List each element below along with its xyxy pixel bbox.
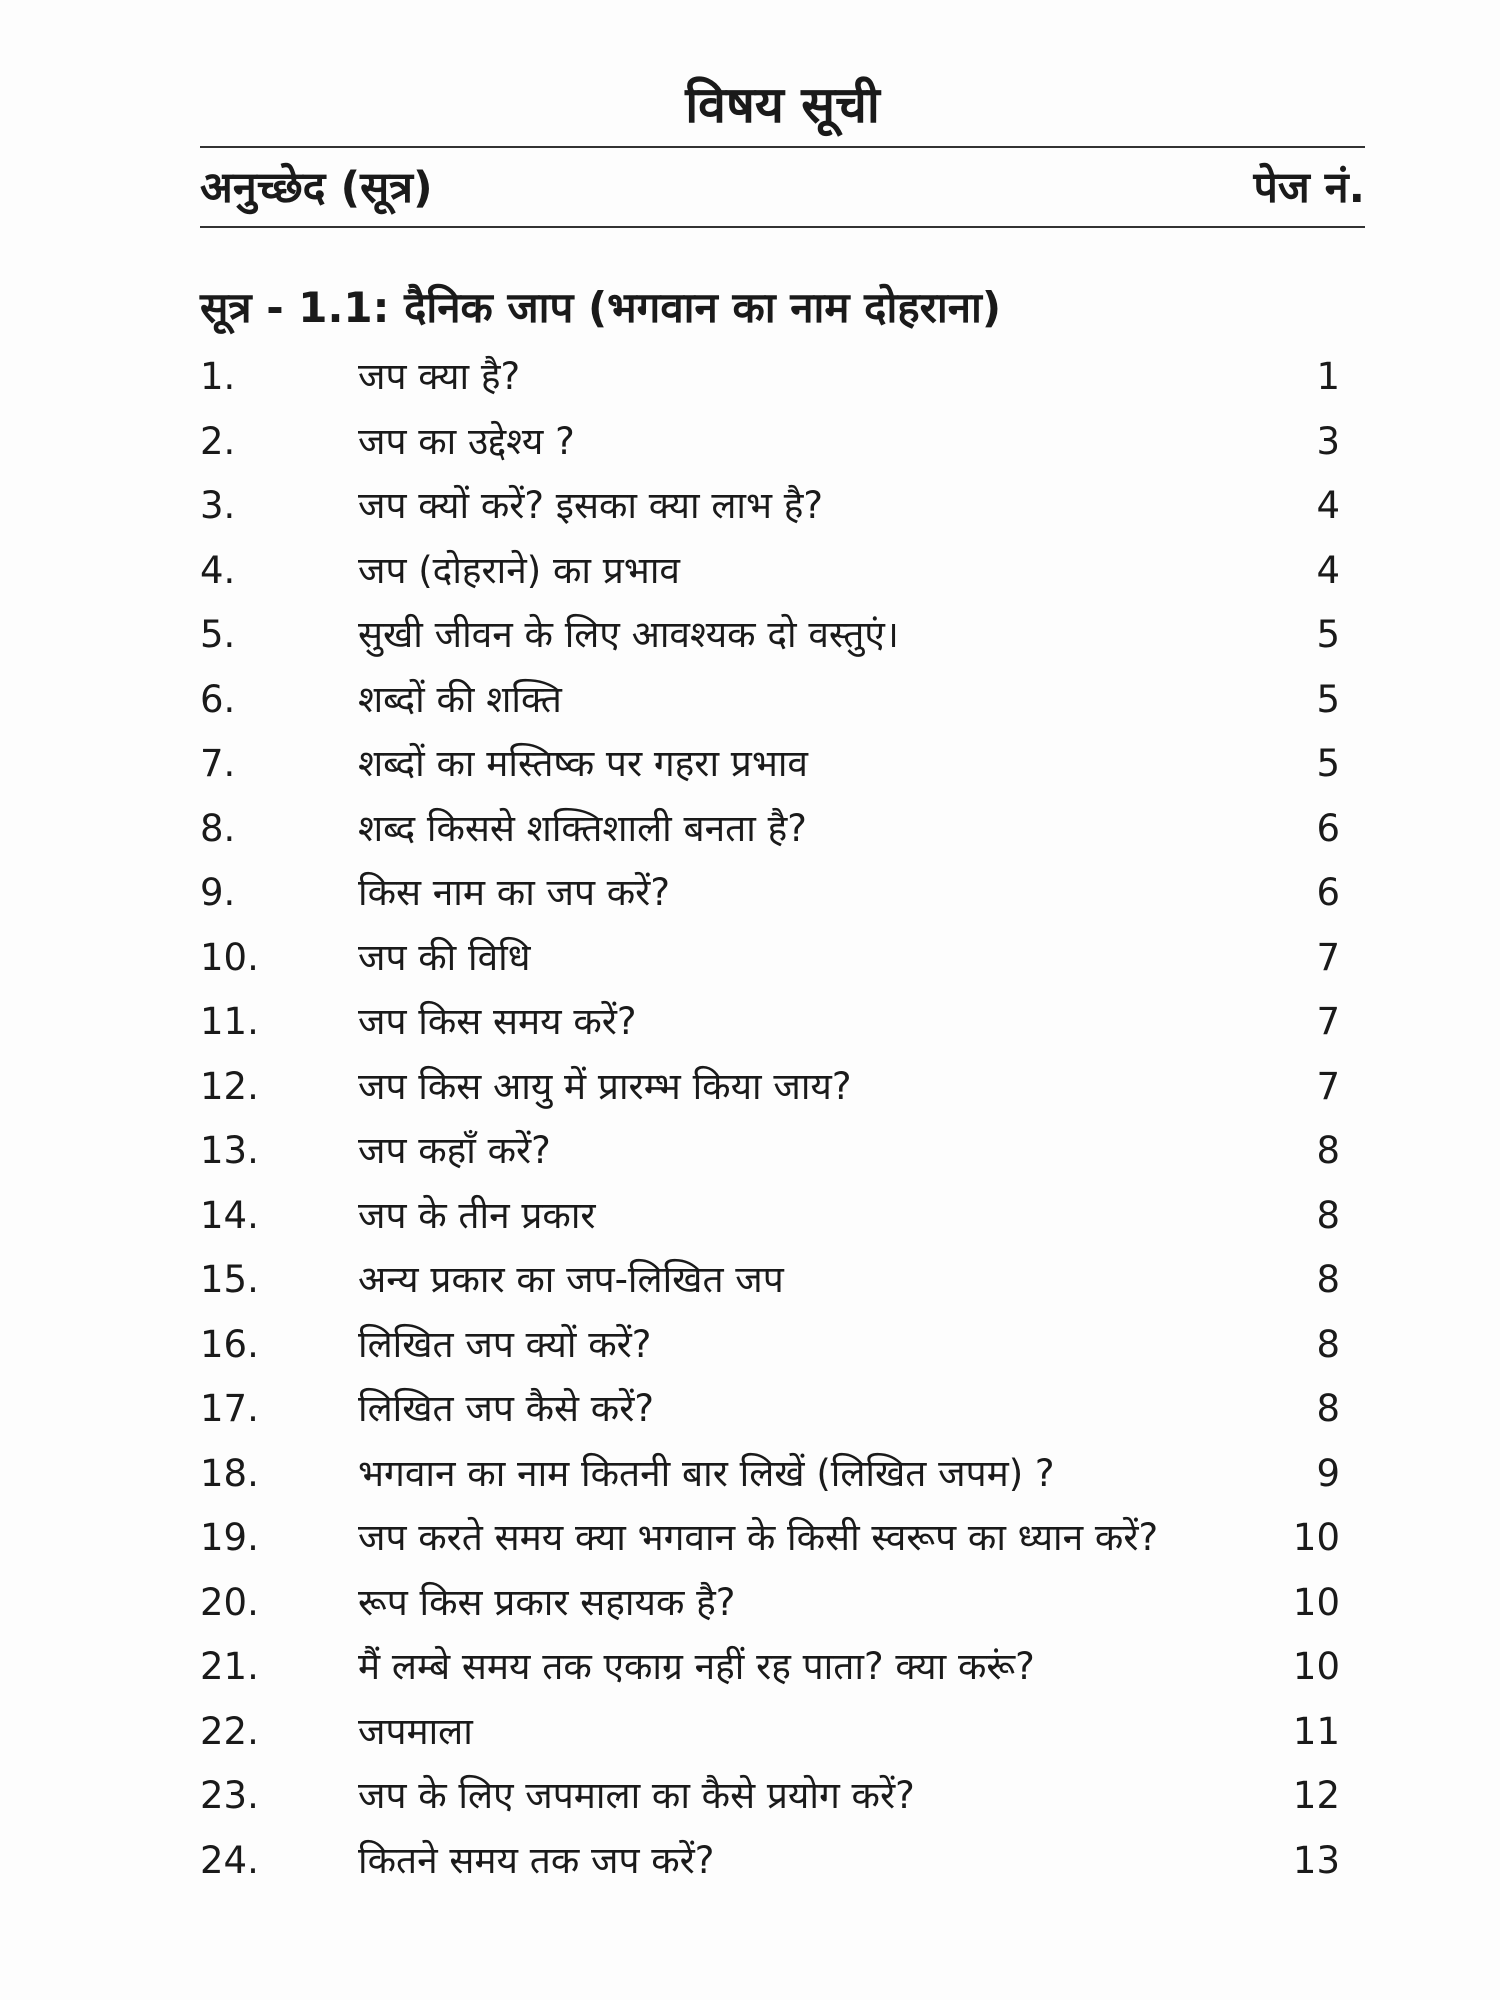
toc-entry-page: 10 — [1292, 1516, 1340, 1559]
toc-entry-page: 4 — [1316, 548, 1340, 592]
toc-entry-page: 13 — [1292, 1838, 1340, 1882]
toc-entry-page: 7 — [1316, 935, 1340, 979]
toc-entry — [200, 410, 1340, 475]
toc-entry-page: 5 — [1316, 677, 1340, 721]
toc-entry-page: 3 — [1316, 419, 1340, 463]
toc-entry-number: 12. — [200, 1064, 259, 1108]
toc-entry-page: 7 — [1316, 1064, 1340, 1108]
toc-entry-title: शब्द किससे शक्तिशाली बनता है? — [358, 806, 807, 850]
toc-entry-number: 1. — [200, 355, 236, 398]
toc-entry — [200, 1377, 1340, 1442]
toc-entry-title: जप का उद्देश्य ? — [358, 419, 575, 463]
toc-entry-title: जप करते समय क्या भगवान के किसी स्वरूप का ध्यान करें? — [358, 1516, 1159, 1559]
toc-entry-title: जप (दोहराने) का प्रभाव — [358, 548, 680, 592]
toc-entry-title: सुखी जीवन के लिए आवश्यक दो वस्तुएं। — [358, 613, 899, 656]
header-bottom-divider — [200, 226, 1365, 228]
toc-entry — [200, 861, 1340, 926]
toc-entry — [200, 1635, 1340, 1700]
toc-entry-number: 5. — [200, 613, 236, 656]
toc-entry-title: शब्दों का मस्तिष्क पर गहरा प्रभाव — [358, 742, 809, 785]
toc-entry-title: जप के लिए जपमाला का कैसे प्रयोग करें? — [358, 1774, 915, 1817]
toc-entry-title: जप की विधि — [358, 935, 531, 979]
toc-entry — [200, 797, 1340, 862]
toc-entry-page: 1 — [1316, 355, 1340, 398]
toc-entry-page: 9 — [1316, 1451, 1340, 1495]
toc-entry-title: किस नाम का जप करें? — [358, 871, 670, 914]
toc-entry-number: 6. — [200, 677, 236, 721]
toc-entry-title: रूप किस प्रकार सहायक है? — [358, 1580, 736, 1624]
toc-entry — [200, 990, 1340, 1055]
toc-entry-number: 3. — [200, 484, 236, 527]
toc-entry-number: 16. — [200, 1322, 259, 1366]
toc-entry — [200, 1829, 1340, 1894]
toc-entry-page: 8 — [1316, 1387, 1340, 1430]
toc-entry-title: कितने समय तक जप करें? — [358, 1838, 715, 1882]
toc-entry — [200, 926, 1340, 991]
column-header-page-number: पेज नं. — [1253, 163, 1365, 213]
toc-entry — [200, 1571, 1340, 1636]
toc-entry-number: 14. — [200, 1193, 259, 1237]
toc-entry-title: भगवान का नाम कितनी बार लिखें (लिखित जपम) ? — [358, 1451, 1055, 1495]
toc-entry-page: 8 — [1316, 1193, 1340, 1237]
column-header-section: अनुच्छेद (सूत्र) — [200, 163, 433, 213]
table-of-contents — [200, 345, 1340, 1893]
toc-entry-page: 8 — [1316, 1258, 1340, 1301]
toc-entry — [200, 1248, 1340, 1313]
toc-entry-number: 11. — [200, 1000, 259, 1043]
toc-entry-number: 9. — [200, 871, 236, 914]
toc-entry-title: शब्दों की शक्ति — [358, 677, 562, 721]
toc-entry-page: 10 — [1292, 1645, 1340, 1688]
toc-entry-number: 22. — [200, 1709, 259, 1753]
toc-entry-title: लिखित जप कैसे करें? — [358, 1387, 654, 1430]
toc-entry-number: 2. — [200, 419, 236, 463]
toc-entry-number: 23. — [200, 1774, 259, 1817]
toc-entry — [200, 1442, 1340, 1507]
toc-entry-page: 5 — [1316, 613, 1340, 656]
toc-entry — [200, 539, 1340, 604]
toc-entry — [200, 1184, 1340, 1249]
toc-entry-title: जप के तीन प्रकार — [358, 1193, 596, 1237]
toc-entry-number: 7. — [200, 742, 236, 785]
toc-entry — [200, 1700, 1340, 1765]
toc-entry — [200, 474, 1340, 539]
toc-entry-page: 7 — [1316, 1000, 1340, 1043]
toc-entry-number: 10. — [200, 935, 259, 979]
toc-entry-title: मैं लम्बे समय तक एकाग्र नहीं रह पाता? क्या करूं? — [358, 1645, 1035, 1688]
toc-entry — [200, 603, 1340, 668]
toc-entry-page: 11 — [1292, 1709, 1340, 1753]
toc-entry — [200, 345, 1340, 410]
toc-entry-title: जप क्या है? — [358, 355, 521, 398]
toc-entry — [200, 668, 1340, 733]
toc-entry-title: जप कहाँ करें? — [358, 1129, 551, 1172]
header-top-divider — [200, 146, 1365, 148]
toc-entry-number: 4. — [200, 548, 236, 592]
toc-entry-title: अन्य प्रकार का जप-लिखित जप — [358, 1258, 784, 1301]
toc-entry-page: 8 — [1316, 1322, 1340, 1366]
toc-entry-number: 20. — [200, 1580, 259, 1624]
toc-entry — [200, 732, 1340, 797]
toc-entry-title: लिखित जप क्यों करें? — [358, 1322, 652, 1366]
toc-entry-page: 8 — [1316, 1129, 1340, 1172]
toc-entry-number: 24. — [200, 1838, 259, 1882]
page-title: विषय सूची — [685, 76, 880, 134]
toc-entry-page: 12 — [1292, 1774, 1340, 1817]
toc-entry — [200, 1764, 1340, 1829]
toc-entry — [200, 1055, 1340, 1120]
toc-entry — [200, 1313, 1340, 1378]
toc-entry-page: 5 — [1316, 742, 1340, 785]
toc-entry-number: 17. — [200, 1387, 259, 1430]
toc-entry-page: 6 — [1316, 871, 1340, 914]
toc-entry — [200, 1119, 1340, 1184]
toc-entry-number: 21. — [200, 1645, 259, 1688]
toc-entry-number: 19. — [200, 1516, 259, 1559]
toc-entry-page: 6 — [1316, 806, 1340, 850]
toc-entry-number: 13. — [200, 1129, 259, 1172]
section-title: सूत्र - 1.1: दैनिक जाप (भगवान का नाम दोहराना) — [200, 283, 1002, 332]
toc-entry — [200, 1506, 1340, 1571]
toc-entry-number: 15. — [200, 1258, 259, 1301]
toc-entry-title: जप किस समय करें? — [358, 1000, 637, 1043]
toc-entry-number: 8. — [200, 806, 236, 850]
toc-entry-title: जपमाला — [358, 1709, 473, 1753]
toc-entry-title: जप क्यों करें? इसका क्या लाभ है? — [358, 484, 824, 527]
toc-entry-title: जप किस आयु में प्रारम्भ किया जाय? — [358, 1064, 852, 1108]
toc-entry-number: 18. — [200, 1451, 259, 1495]
toc-entry-page: 4 — [1316, 484, 1340, 527]
toc-entry-page: 10 — [1292, 1580, 1340, 1624]
